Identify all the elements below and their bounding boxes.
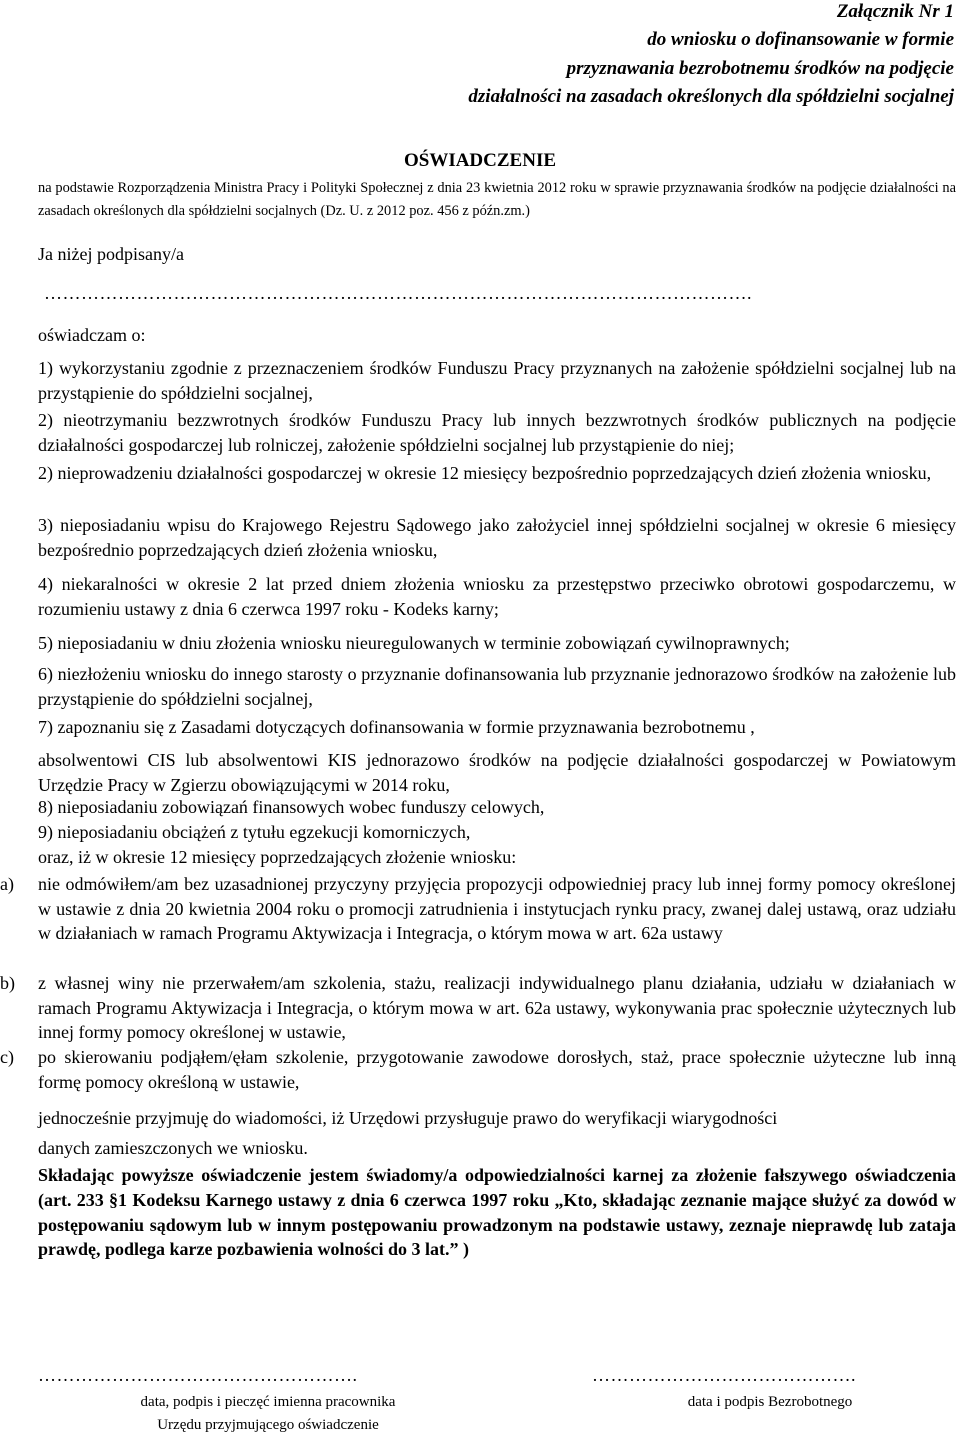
clause-letter-a: a)	[0, 874, 14, 894]
clerk-signature-line: …………………………………………….	[38, 1365, 358, 1385]
applicant-signature-caption: data i podpis Bezrobotnego	[687, 1394, 853, 1410]
criminal-liability-statement: Składając powyższe oświadczenie jestem świadomy/a odpowiedzialności karnej za złożenie fałszywego oświadczenia (art. 233 §1 Kodeksu Karnego ustawy z dnia 6 czerwca 1997 roku „Kto, składając zeznanie mające służyć za dowód w postępowaniu sądowym lub w innym postępowaniu prowadzonym na podstawie ustawy, zeznaje nieprawdę lub zataja prawdę, podlega karze pozbawienia wolności do 3 lat.” )	[38, 1165, 956, 1260]
verification-line-2: danych zamieszczonych we wniosku.	[38, 1138, 308, 1158]
declare-text: oświadczam o:	[38, 325, 146, 345]
clerk-caption-line-1: data, podpis i pieczęć imienna pracownika	[140, 1394, 396, 1410]
declaration-item-4: 4) niekaralności w okresie 2 lat przed dniem złożenia wniosku za przestępstwo przeciwko obrotowi gospodarczemu, w rozumieniu ustawy z dnia 6 czerwca 1997 roku - Kodeks karny;	[38, 574, 956, 619]
declaration-item-7: 7) zapoznaniu się z Zasadami dotyczących dofinansowania w formie przyznawania bezrobotnemu ,	[38, 717, 755, 737]
declaration-item-2b: 2) nieprowadzeniu działalności gospodarczej w okresie 12 miesięcy bezpośrednio poprzedzających dzień złożenia wniosku,	[38, 463, 932, 483]
attachment-header-line-2: do wniosku o dofinansowanie w formie	[647, 29, 954, 50]
declaration-item-7-continuation: absolwentowi CIS lub absolwentowi KIS jednorazowo środków na podjęcie działalności gospodarczej w Powiatowym Urzędzie Pracy w Zgierzu obowiązującymi w 2014 roku,	[38, 750, 956, 795]
document-title: OŚWIADCZENIE	[403, 150, 557, 171]
legal-basis: na podstawie Rozporządzenia Ministra Pracy i Polityki Społecznej z dnia 23 kwietnia 2012 roku w sprawie przyznawania środków na podjęcie działalności na zasadach określonych dla spółdzielni socjalnych (Dz. U. z 2012 poz. 456 z późn.zm.)	[38, 180, 956, 219]
declaration-item-2: 2) nieotrzymaniu bezzwrotnych środków Funduszu Pracy lub innych bezzwrotnych środków publicznych na podjęcie działalności gospodarczej lub rolniczej, założenie spółdzielni socjalnej lub przystąpienie do niej;	[38, 410, 956, 455]
declaration-item-9: 9) nieposiadaniu obciążeń z tytułu egzekucji komorniczych,	[38, 822, 471, 842]
applicant-signature-line: …………………………………….	[592, 1365, 856, 1385]
declaration-item-3: 3) nieposiadaniu wpisu do Krajowego Rejestru Sądowego jako założyciel innej spółdzielni socjalnej w okresie 6 miesięcy bezpośrednio poprzedzających dzień złożenia wniosku,	[38, 515, 956, 560]
clause-b-text: z własnej winy nie przerwałem/am szkolenia, stażu, realizacji indywidualnego planu działania, udziału w działaniach w ramach Programu Aktywizacja i Integracja, o którym mowa w art. 62a ustawy, wykonywania prac społecznie użytecznych lub innej formy pomocy określonej w ustawie,	[38, 973, 956, 1043]
clause-letter-c: c)	[0, 1047, 14, 1067]
declaration-item-8: 8) nieposiadaniu zobowiązań finansowych wobec funduszy celowych,	[38, 797, 545, 817]
clause-letter-b: b)	[0, 973, 15, 993]
clause-a-text: nie odmówiłem/am bez uzasadnionej przyczyny przyjęcia propozycji odpowiedniej pracy lub innej formy pomocy określonej w ustawie z dnia 20 kwietnia 2004 roku o promocji zatrudnienia i instytucjach rynku pracy, zwanej dalej ustawą, oraz udziału w działaniach w ramach Programu Aktywizacja i Integracja, o którym mowa w art. 62a ustawy	[38, 874, 956, 944]
attachment-header-line-1: Załącznik Nr 1	[836, 1, 954, 22]
declaration-also-text: oraz, iż w okresie 12 miesięcy poprzedzających złożenie wniosku:	[38, 847, 517, 867]
declaration-item-5: 5) nieposiadaniu w dniu złożenia wniosku nieuregulowanych w terminie zobowiązań cywilnoprawnych;	[38, 633, 790, 653]
attachment-header-line-3: przyznawania bezrobotnemu środków na podjęcie	[566, 58, 954, 79]
clerk-caption-line-2: Urzędu przyjmującego oświadczenie	[157, 1417, 379, 1433]
clause-c-text: po skierowaniu podjąłem/ęłam szkolenie, przygotowanie zawodowe dorosłych, staż, prace społecznie użyteczne lub inną formę pomocy określoną w ustawie,	[38, 1047, 956, 1092]
intro-text: Ja niżej podpisany/a	[38, 244, 184, 264]
declaration-item-6: 6) niezłożeniu wniosku do innego starosty o przyznanie dofinansowania lub przyznanie jednorazowo środków na założenie lub przystąpienie do spółdzielni socjalnej,	[38, 664, 956, 709]
declaration-item-1: 1) wykorzystaniu zgodnie z przeznaczeniem środków Funduszu Pracy przyznanych na założenie spółdzielni socjalnej lub na przystąpienie do spółdzielni socjalnej,	[38, 358, 956, 403]
attachment-header-line-4: działalności na zasadach określonych dla spółdzielni socjalnej	[468, 86, 954, 107]
clerk-signature-caption	[118, 1391, 418, 1437]
verification-line-1: jednocześnie przyjmuję do wiadomości, iż Urzędowi przysługuje prawo do weryfikacji wiarygodności	[38, 1108, 778, 1128]
name-fill-line: …………………………………………………………………………………………………….	[44, 283, 752, 303]
